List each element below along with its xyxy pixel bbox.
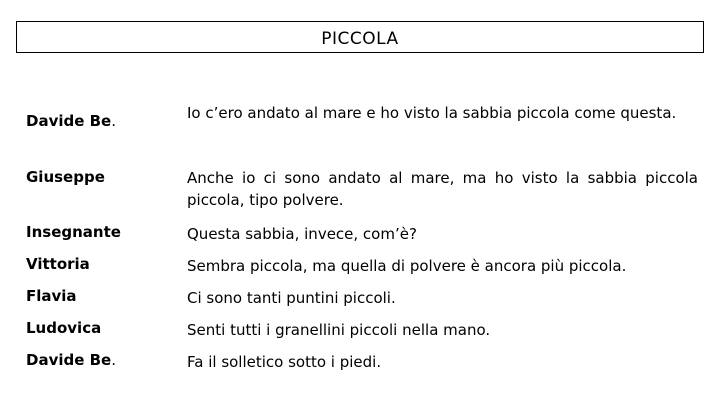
speaker-name: Ludovica bbox=[26, 319, 102, 337]
dialogue-line: Senti tutti i granellini piccoli nella mano. bbox=[187, 321, 491, 339]
dialogue-line: Questa sabbia, invece, com’è? bbox=[187, 225, 417, 243]
page-title: PICCOLA bbox=[321, 28, 399, 49]
dialogue-line: Ci sono tanti puntini piccoli. bbox=[187, 289, 396, 307]
speaker-name: Davide Be. bbox=[26, 351, 117, 369]
dialogue-line: Sembra piccola, ma quella di polvere è ancora più piccola. bbox=[187, 257, 627, 275]
speaker-name: Flavia bbox=[26, 287, 77, 305]
speaker-name: Giuseppe bbox=[26, 168, 105, 186]
dialogue-line: Anche io ci sono andato al mare, ma ho visto la sabbia piccola piccola, tipo polvere. bbox=[187, 169, 698, 209]
title-box bbox=[16, 21, 704, 53]
dialogue-line: Fa il solletico sotto i piedi. bbox=[187, 353, 382, 371]
dialogue-line: Io c’ero andato al mare e ho visto la sabbia piccola come questa. bbox=[187, 104, 677, 122]
speaker-name: Vittoria bbox=[26, 255, 90, 273]
speaker-name: Insegnante bbox=[26, 223, 121, 241]
speaker-name: Davide Be. bbox=[26, 112, 117, 130]
